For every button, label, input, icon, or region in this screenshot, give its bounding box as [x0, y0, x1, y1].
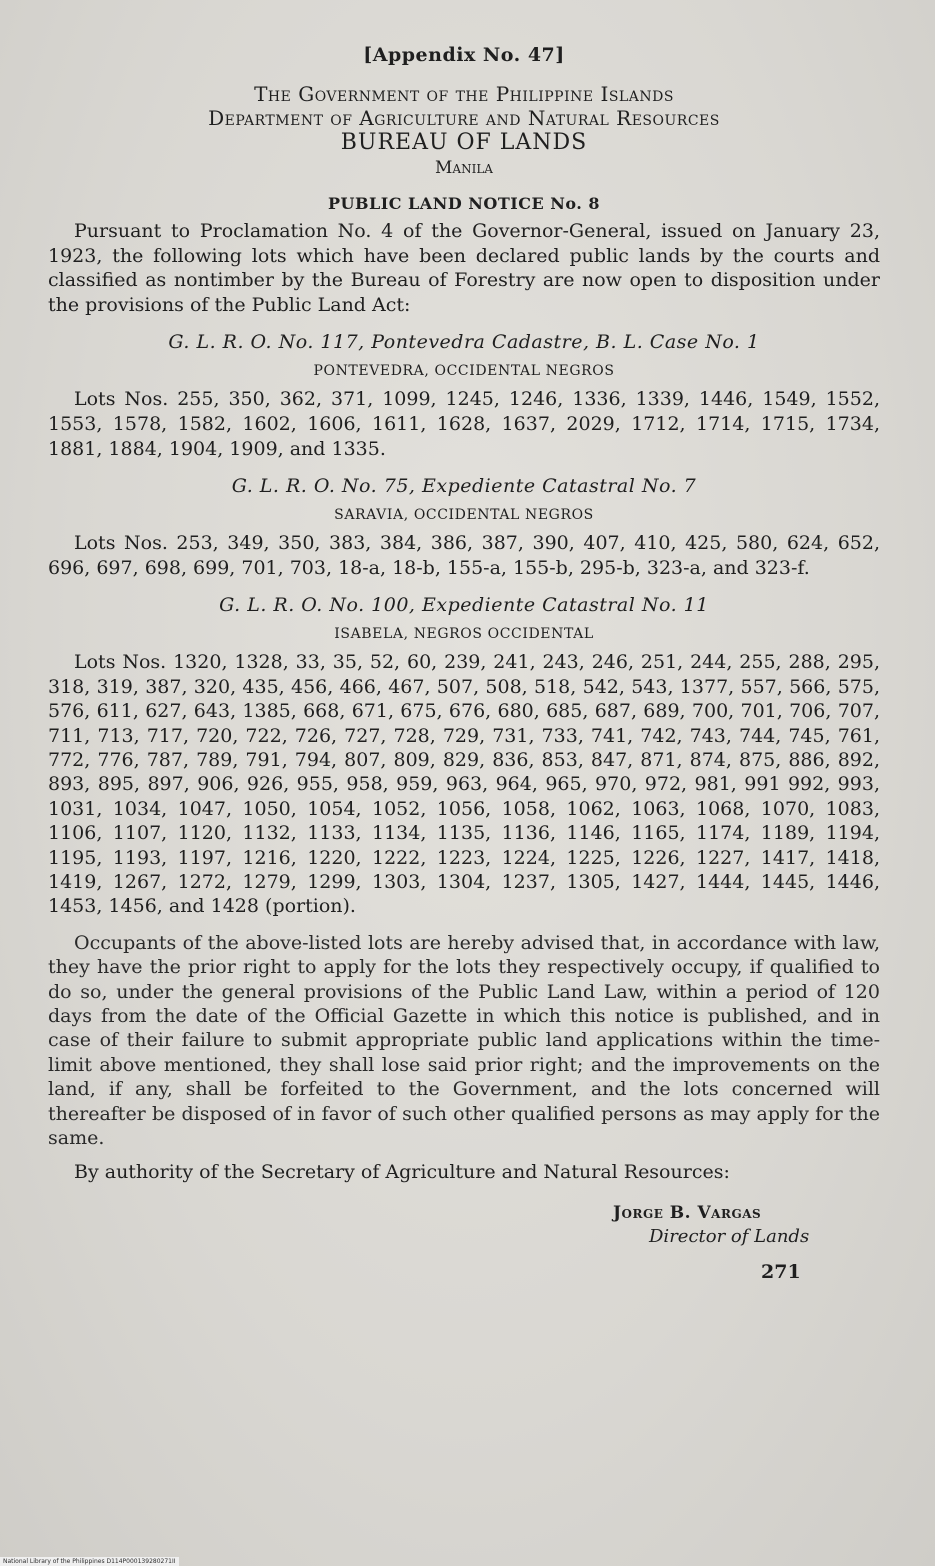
- case-heading-1: G. L. R. O. No. 117, Pontevedra Cadastre, B. L. Case No. 1: [168, 331, 760, 354]
- case-heading-3: G. L. R. O. No. 100, Expediente Catastral No. 11: [219, 594, 709, 617]
- appendix-label: [Appendix No. 47]: [363, 44, 565, 66]
- department-heading: Department of Agriculture and Natural Resources: [208, 106, 720, 130]
- occupants-paragraph: Occupants of the above-listed lots are hereby advised that, in accordance with law, they have the prior right to apply for the lots they respectively occupy, if qualified to do so, under the general provisions of the Public Land Law, within a period of 120 days from the date of the Official Gazette in which this notice is published, and in case of their failure to submit appropriate public land applications within the time-limit above mentioned, they shall lose said prior right; and the improvements on the land, if any, shall be forfeited to the Government, and the lots concerned will thereafter be disposed of in favor of such other qualified persons as may apply for the same.: [48, 931, 880, 1150]
- place-heading-3: ISABELA, NEGROS OCCIDENTAL: [334, 626, 594, 643]
- page-number: 271: [761, 1261, 801, 1284]
- authority-line: By authority of the Secretary of Agriculture and Natural Resources:: [74, 1161, 730, 1184]
- signature-block: [613, 1201, 883, 1283]
- lots-paragraph-3: Lots Nos. 1320, 1328, 33, 35, 52, 60, 239, 241, 243, 246, 251, 244, 255, 288, 295, 318, 319, 387, 320, 435, 456, 466, 467, 507, 508, 518, 542, 543, 1377, 557, 566, 575, 576, 611, 627, 643, 1385, 668, 671, 675, 676, 680, 685, 687, 689, 700, 701, 706, 707, 711, 713, 717, 720, 722, 726, 727, 728, 729, 731, 733, 741, 742, 743, 744, 745, 761, 772, 776, 787, 789, 791, 794, 807, 809, 829, 836, 853, 847, 871, 874, 875, 886, 892, 893, 895, 897, 906, 926, 955, 958, 959, 963, 964, 965, 970, 972, 981, 991 992, 993, 1031, 1034, 1047, 1050, 1054, 1052, 1056, 1058, 1062, 1063, 1068, 1070, 1083, 1106, 1107, 1120, 1132, 1133, 1134, 1135, 1136, 1146, 1165, 1174, 1189, 1194, 1195, 1193, 1197, 1216, 1220, 1222, 1223, 1224, 1225, 1226, 1227, 1417, 1418, 1419, 1267, 1272, 1279, 1299, 1303, 1304, 1237, 1305, 1427, 1444, 1445, 1446, 1453, 1456, and 1428 (portion).: [48, 651, 880, 918]
- library-footer-tag: National Library of the Philippines D114P000139280271II: [0, 1557, 179, 1566]
- lots-paragraph-1: Lots Nos. 255, 350, 362, 371, 1099, 1245, 1246, 1336, 1339, 1446, 1549, 1552, 1553, 1578, 1582, 1602, 1606, 1611, 1628, 1637, 2029, 1712, 1714, 1715, 1734, 1881, 1884, 1904, 1909, and 1335.: [48, 388, 880, 460]
- place-heading-2: SARAVIA, OCCIDENTAL NEGROS: [334, 507, 594, 524]
- signatory-title: Director of Lands: [649, 1226, 810, 1248]
- intro-paragraph: Pursuant to Proclamation No. 4 of the Governor-General, issued on January 23, 1923, the following lots which have been declared public lands by the courts and classified as nontimber by the Bureau of Forestry are now open to disposition under the provisions of the Public Land Act:: [48, 220, 880, 316]
- document-content: [48, 36, 880, 1283]
- notice-title: PUBLIC LAND NOTICE No. 8: [327, 194, 601, 213]
- city-heading: Manila: [435, 158, 493, 178]
- signatory-name: Jorge B. Vargas: [613, 1203, 762, 1224]
- government-heading: The Government of the Philippine Islands: [254, 82, 674, 106]
- lots-paragraph-2: Lots Nos. 253, 349, 350, 383, 384, 386, 387, 390, 407, 410, 425, 580, 624, 652, 696, 697, 698, 699, 701, 703, 18-a, 18-b, 155-a, 155-b, 295-b, 323-a, and 323-f.: [48, 532, 880, 579]
- case-heading-2: G. L. R. O. No. 75, Expediente Catastral No. 7: [231, 475, 697, 498]
- bureau-heading: BUREAU OF LANDS: [340, 130, 588, 155]
- place-heading-1: PONTEVEDRA, OCCIDENTAL NEGROS: [313, 363, 615, 380]
